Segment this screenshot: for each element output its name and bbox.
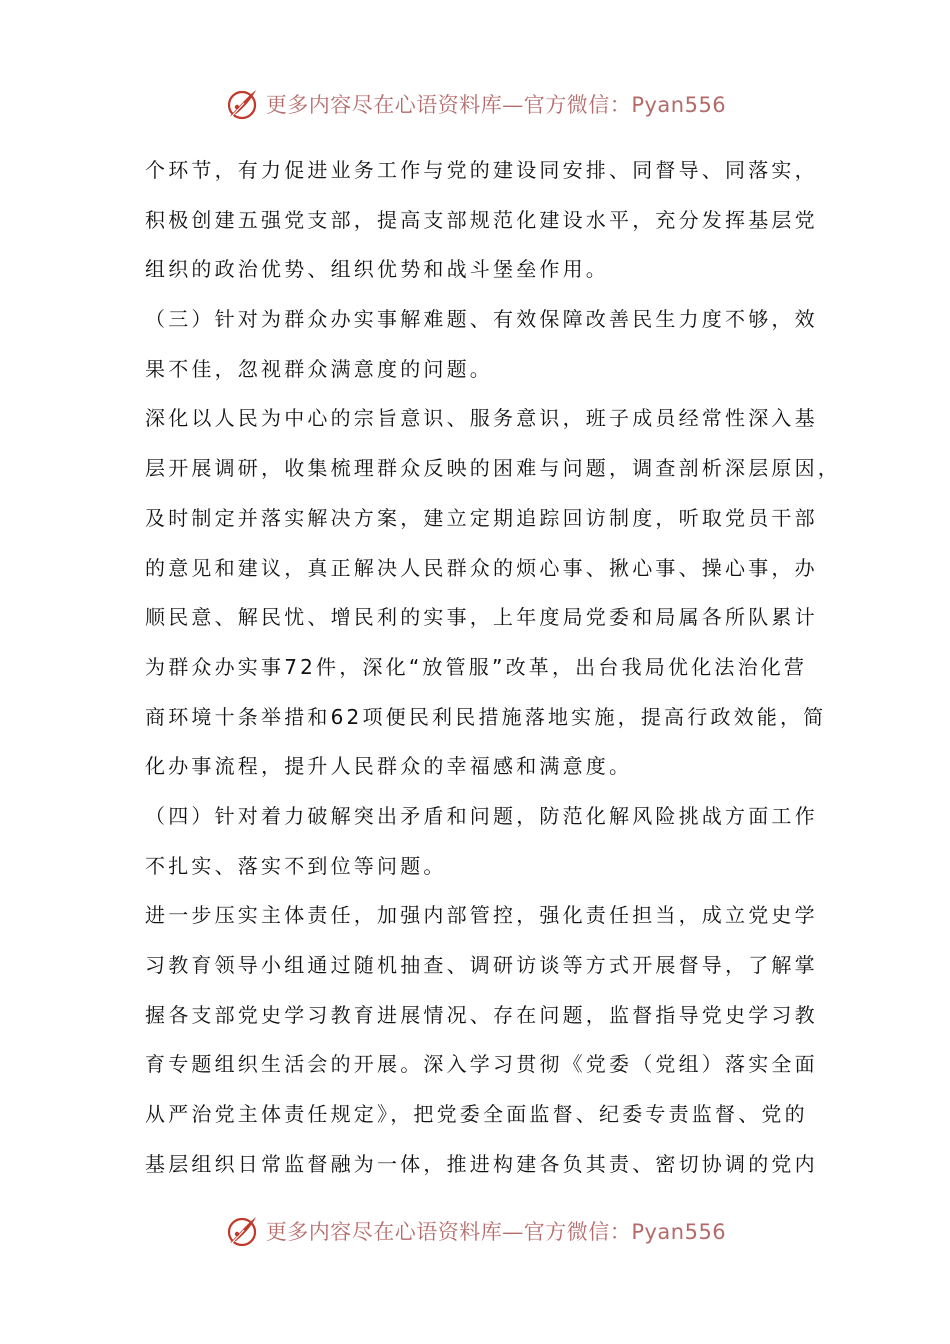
body-text-line: 进一步压实主体责任，加强内部管控，强化责任担当，成立党史学 — [145, 903, 818, 928]
body-text-line: 习教育领导小组通过随机抽查、调研访谈等方式开展督导，了解掌 — [145, 953, 818, 977]
header-banner-text — [266, 89, 726, 119]
body-text-line: 育专题组织生活会的开展。深入学习贯彻《党委（党组）落实全面 — [145, 1052, 818, 1077]
body-text-line: 组织的政治优势、组织优势和战斗堡垒作用。 — [145, 257, 609, 282]
header-banner — [0, 82, 950, 126]
body-text-line: 从严治党主体责任规定》，把党委全面监督、纪委专责监督、党的 — [145, 1102, 808, 1127]
body-text-line: 化办事流程，提升人民群众的幸福感和满意度。 — [145, 754, 633, 779]
body-text-line: （三）针对为群众办实事解难题、有效保障改善民生力度不够，效 — [145, 307, 818, 332]
body-text-line: 个环节，有力促进业务工作与党的建设同安排、同督导、同落实， — [145, 158, 818, 182]
body-text-line: 不扎实、落实不到位等问题。 — [145, 853, 447, 878]
body-text-line: （四）针对着力破解突出矛盾和问题，防范化解风险挑战方面工作 — [145, 803, 818, 828]
body-text-line: 商环境十条举措和62项便民利民措施落地实施，提高行政效能，简 — [145, 704, 827, 729]
quill-pen-logo-icon — [224, 86, 260, 122]
body-text-line: 的意见和建议，真正解决人民群众的烦心事、揪心事、操心事，办 — [145, 555, 818, 580]
body-text-line: 深化以人民为中心的宗旨意识、服务意识，班子成员经常性深入基 — [145, 406, 818, 431]
document-body — [145, 146, 841, 1189]
body-text-line: 握各支部党史学习教育进展情况、存在问题，监督指导党史学习教 — [145, 1002, 818, 1027]
body-text-line: 顺民意、解民忧、增民利的实事，上年度局党委和局属各所队累计 — [145, 605, 818, 630]
body-text-line: 果不佳，忽视群众满意度的问题。 — [145, 356, 493, 381]
footer-banner — [0, 1209, 950, 1253]
footer-banner-main: 更多内容尽在心语资料库—官方微信： — [265, 1220, 632, 1244]
body-text-line: 及时制定并落实解决方案，建立定期追踪回访制度，听取党员干部 — [145, 505, 818, 530]
body-text-line: 为群众办实事72件，深化“放管服”改革，出台我局优化法治化营 — [145, 654, 808, 679]
header-banner-main: 更多内容尽在心语资料库—官方微信： — [265, 93, 632, 117]
header-banner-wechat-id: Pyan556 — [631, 93, 727, 117]
footer-banner-text — [266, 1216, 726, 1246]
body-text-line: 积极创建五强党支部，提高支部规范化建设水平，充分发挥基层党 — [145, 207, 818, 232]
body-text-line: 基层组织日常监督融为一体，推进构建各负其责、密切协调的党内 — [145, 1151, 818, 1176]
quill-pen-logo-icon — [224, 1213, 260, 1249]
footer-banner-wechat-id: Pyan556 — [631, 1220, 727, 1244]
body-text-line: 层开展调研，收集梳理群众反映的困难与问题，调查剖析深层原因， — [145, 456, 841, 481]
